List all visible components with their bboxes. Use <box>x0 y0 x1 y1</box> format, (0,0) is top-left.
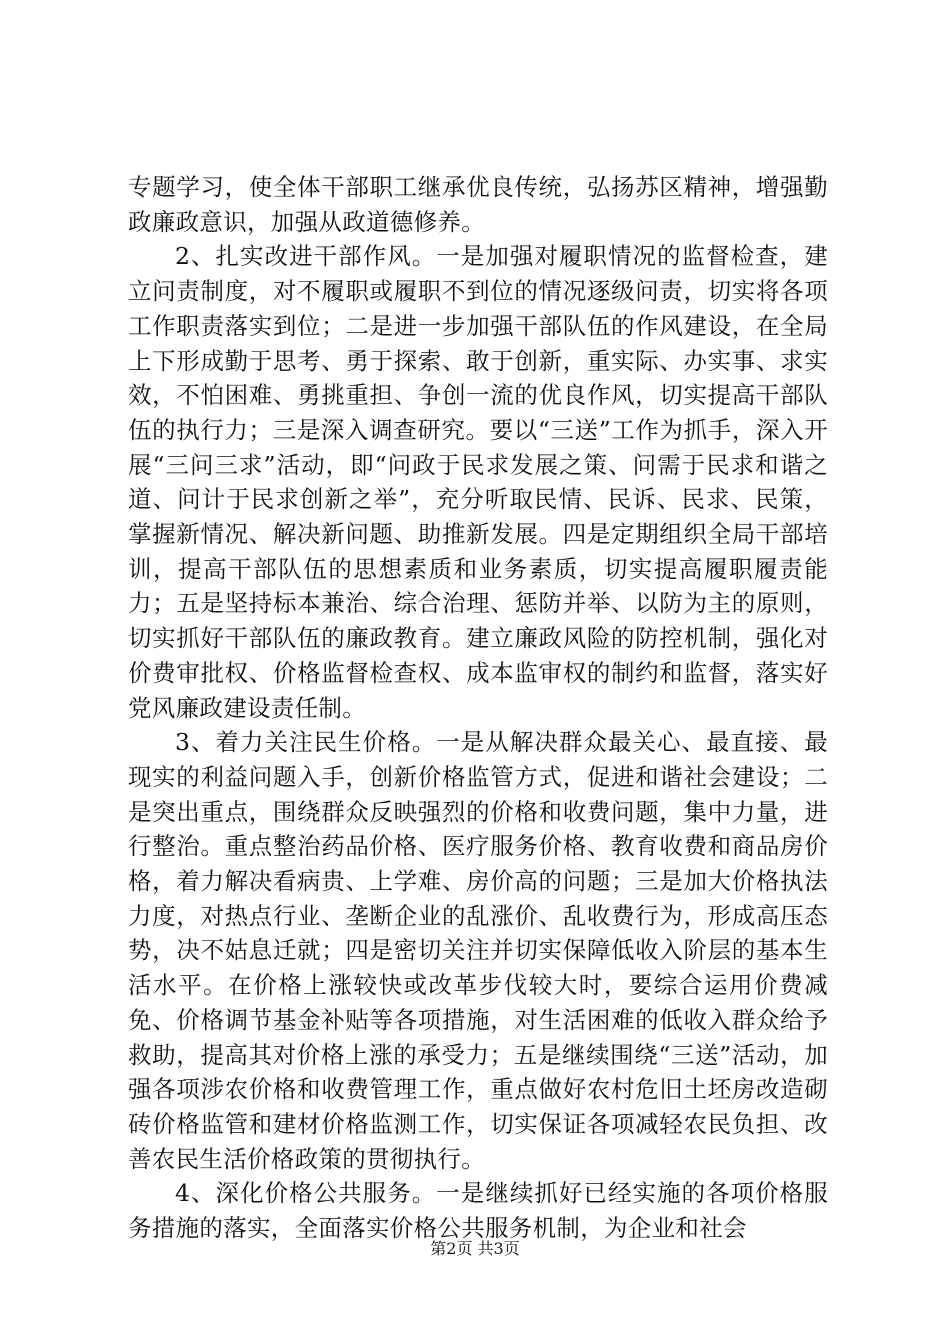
paragraph-3: 3、着力关注民生价格。一是从解决群众最关心、最直接、最现实的利益问题入手，创新价格监管方式，促进和谐社会建设；二是突出重点，围绕群众反映强烈的价格和收费问题，集中力量，进行整治。重点整治药品价格、医疗服务价格、教育收费和商品房价格，着力解决看病贵、上学难、房价高的问题；三是加大价格执法力度，对热点行业、垄断企业的乱涨价、乱收费行为，形成高压态势，决不姑息迁就；四是密切关注并切实保障低收入阶层的基本生活水平。在价格上涨较快或改革步伐较大时，要综合运用价费减免、价格调节基金补贴等各项措施，对生活困难的低收入群众给予救助，提高其对价格上涨的承受力；五是继续围绕“三送”活动，加强各项涉农价格和收费管理工作，重点做好农村危旧土坯房改造砌砖价格监管和建材价格监测工作，切实保证各项减轻农民负担、改善农民生活价格政策的贯彻执行。 <box>128 728 828 1173</box>
page-number-footer: 第2页 共3页 <box>430 1239 520 1258</box>
document-body <box>128 170 828 1246</box>
paragraph-4: 4、深化价格公共服务。一是继续抓好已经实施的各项价格服务措施的落实，全面落实价格公共服务机制，为企业和社会 <box>128 1179 828 1243</box>
paragraph-2: 2、扎实改进干部作风。一是加强对履职情况的监督检查，建立问责制度，对不履职或履职不到位的情况逐级问责，切实将各项工作职责落实到位；二是进一步加强干部队伍的作风建设，在全局上下形成勤于思考、勇于探索、敢于创新，重实际、办实事、求实效，不怕困难、勇挑重担、争创一流的优良作风，切实提高干部队伍的执行力；三是深入调查研究。要以“三送”工作为抓手，深入开展“三问三求”活动，即“问政于民求发展之策、问需于民求和谐之道、问计于民求创新之举”，充分听取民情、民诉、民求、民策，掌握新情况、解决新问题、助推新发展。四是定期组织全局干部培训，提高干部队伍的思想素质和业务素质，切实提高履职履责能力；五是坚持标本兼治、综合治理、惩防并举、以防为主的原则，切实抓好干部队伍的廉政教育。建立廉政风险的防控机制，强化对价费审批权、价格监督检查权、成本监审权的制约和监督，落实好党风廉政建设责任制。 <box>128 242 828 722</box>
paragraph-1: 专题学习，使全体干部职工继承优良传统，弘扬苏区精神，增强勤政廉政意识，加强从政道德修养。 <box>128 173 828 236</box>
